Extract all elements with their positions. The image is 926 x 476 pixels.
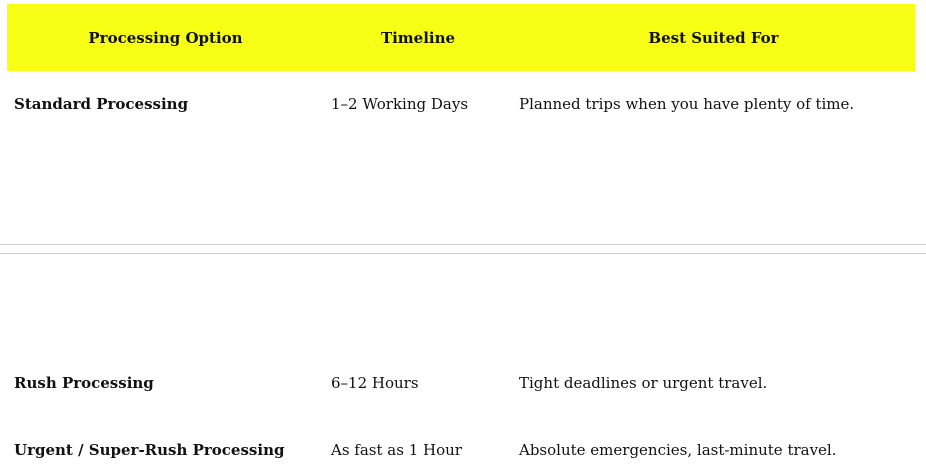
row-2-timeline: 6–12 Hours (331, 374, 419, 392)
row-3-option: Urgent / Super-Rush Processing (14, 441, 285, 459)
header-timeline: Timeline (380, 28, 456, 47)
row-3-best-for: Absolute emergencies, last-minute travel. (519, 441, 837, 459)
section-divider-top (0, 244, 926, 245)
row-2-best-for: Tight deadlines or urgent travel. (519, 374, 768, 392)
row-1-option: Standard Processing (14, 95, 189, 113)
row-1-best-for: Planned trips when you have plenty of time. (519, 95, 855, 113)
header-processing-option: Processing Option (88, 28, 243, 47)
row-3-timeline: As fast as 1 Hour (331, 441, 462, 459)
section-divider-bottom (0, 253, 926, 254)
row-2-option: Rush Processing (14, 374, 154, 392)
header-best-suited-for: Best Suited For (648, 28, 779, 47)
row-1-timeline: 1–2 Working Days (331, 95, 469, 113)
table-header-row (7, 4, 915, 71)
